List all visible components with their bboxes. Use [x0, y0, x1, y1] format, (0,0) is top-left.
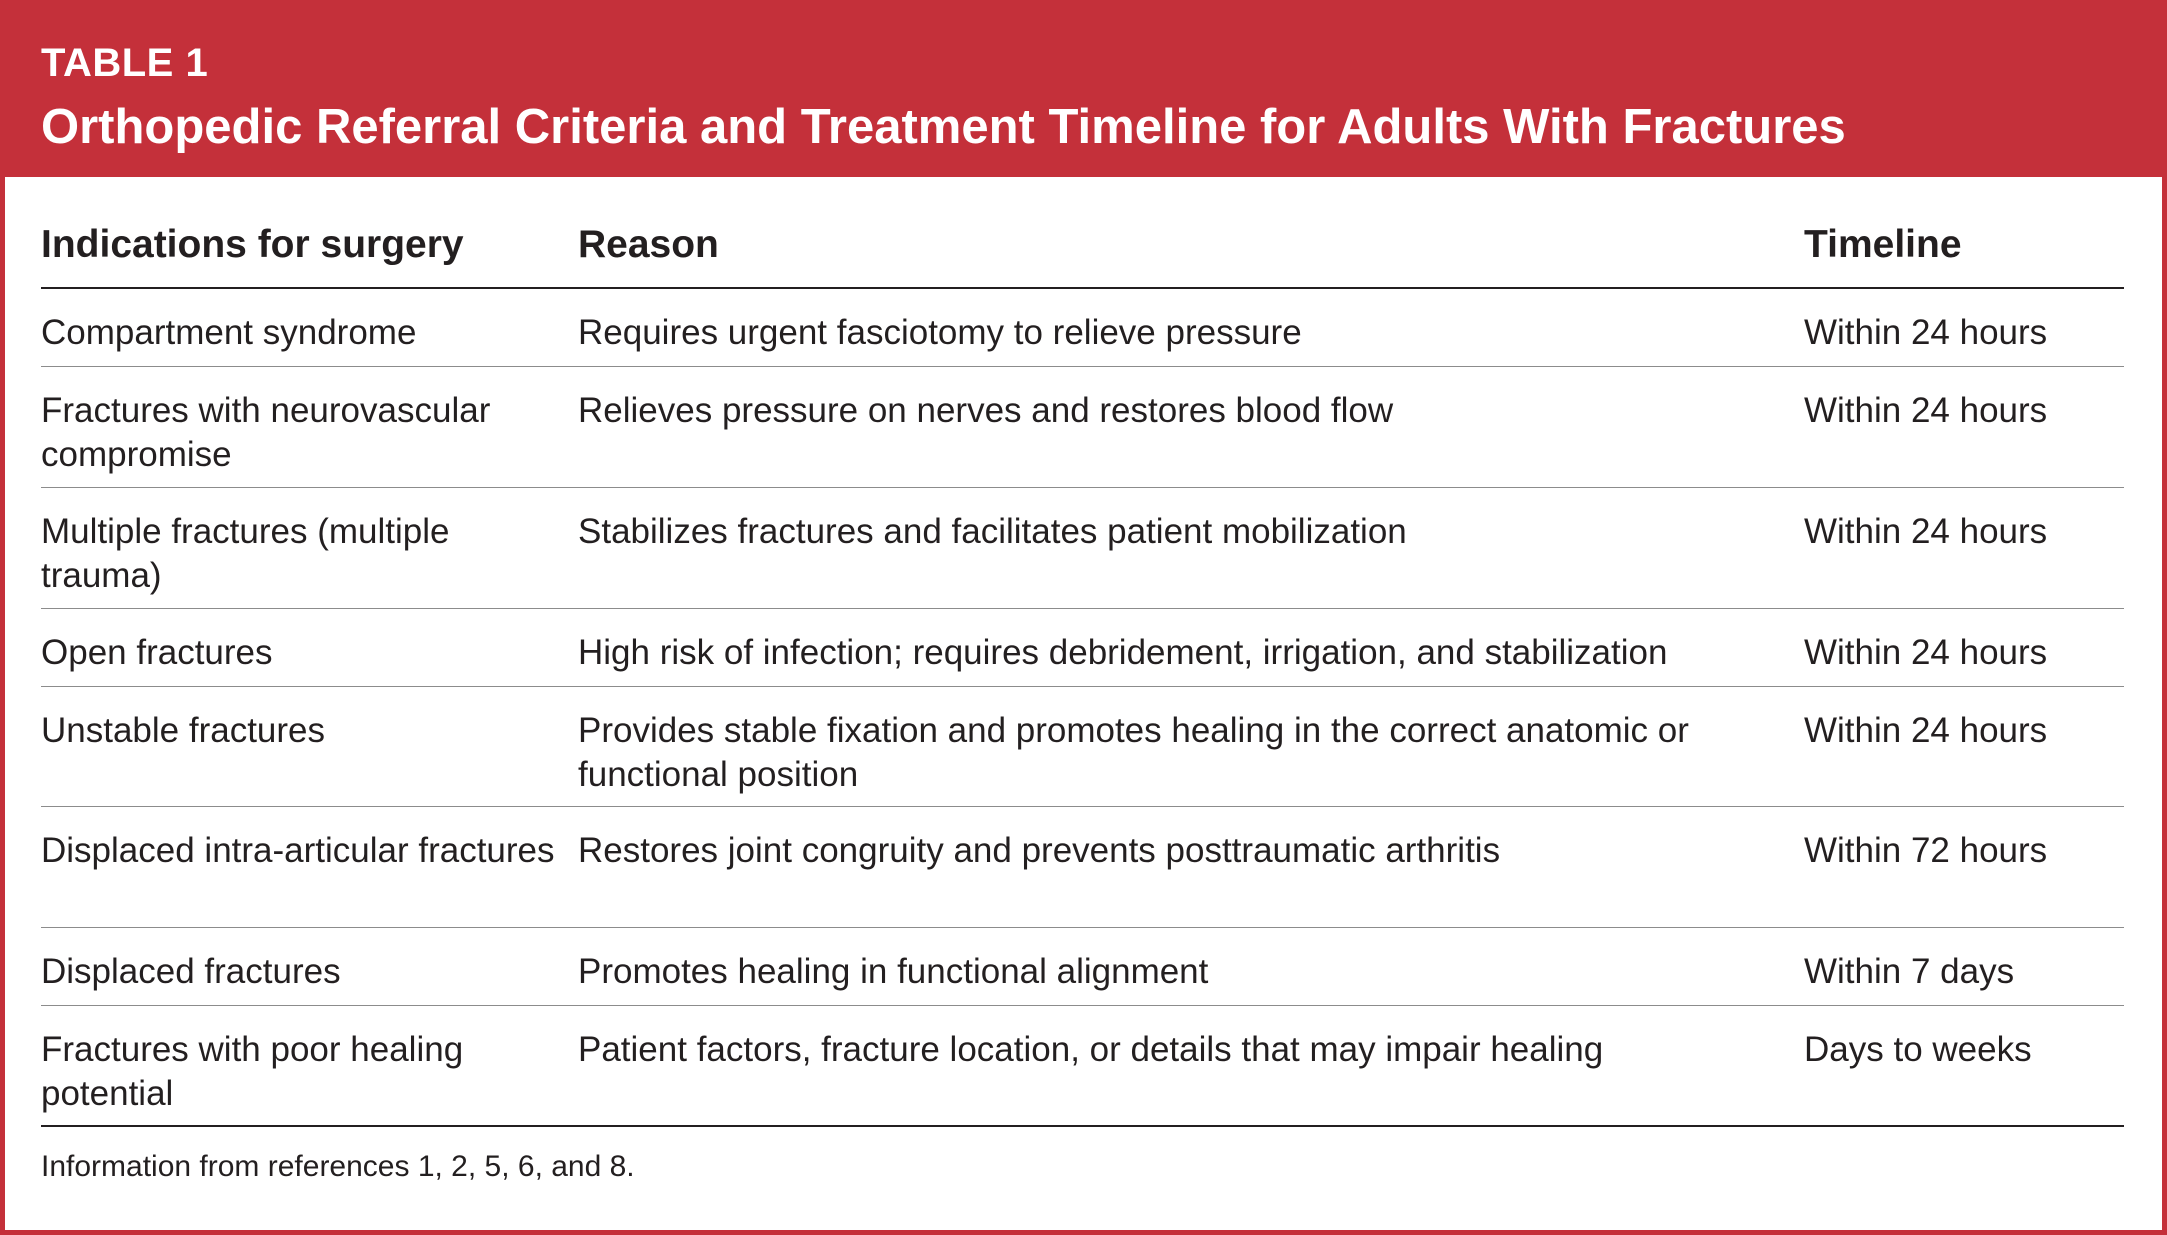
table-row: [41, 1006, 2124, 1127]
reason-cell: Provides stable fixation and promotes healing in the correct anatomic or functional position: [578, 711, 1689, 794]
table-number-label: TABLE 1: [41, 41, 209, 85]
reason-cell: High risk of infection; requires debridement, irrigation, and stabilization: [578, 633, 1668, 672]
reason-cell: Requires urgent fasciotomy to relieve pressure: [578, 313, 1302, 352]
timeline-cell: Within 7 days: [1804, 952, 2015, 991]
indication-cell: Fractures with poor healing potential: [41, 1030, 464, 1113]
table-row: [41, 807, 2124, 928]
reason-cell: Restores joint congruity and prevents posttraumatic arthritis: [578, 831, 1501, 870]
column-header-reason: Reason: [578, 223, 719, 266]
timeline-cell: Within 24 hours: [1804, 313, 2048, 352]
indication-cell: Open fractures: [41, 633, 273, 672]
table-row: [41, 289, 2124, 367]
column-header-indications: Indications for surgery: [41, 223, 464, 266]
table-row: [41, 687, 2124, 807]
table-title: Orthopedic Referral Criteria and Treatment Timeline for Adults With Fractures: [41, 100, 1846, 154]
indication-cell: Displaced fractures: [41, 952, 341, 991]
table-footnote: Information from references 1, 2, 5, 6, and 8.: [41, 1150, 635, 1183]
reason-cell: Relieves pressure on nerves and restores blood flow: [578, 391, 1394, 430]
table-footer: [41, 1127, 2124, 1187]
table-row: [41, 488, 2124, 609]
column-header-timeline: Timeline: [1804, 223, 1962, 266]
indication-cell: Unstable fractures: [41, 711, 326, 750]
timeline-cell: Within 24 hours: [1804, 711, 2048, 750]
timeline-cell: Within 24 hours: [1804, 512, 2048, 551]
table-column-headers: [41, 177, 2124, 289]
timeline-cell: Within 24 hours: [1804, 391, 2048, 430]
reason-cell: Stabilizes fractures and facilitates patient mobilization: [578, 512, 1407, 551]
timeline-cell: Within 72 hours: [1804, 831, 2048, 870]
indication-cell: Compartment syndrome: [41, 313, 417, 352]
table-row: [41, 928, 2124, 1006]
table-header-banner: [5, 5, 2162, 177]
indication-cell: Displaced intra-articular fractures: [41, 831, 555, 870]
indication-cell: Fractures with neurovascular compromise: [41, 391, 491, 474]
reason-cell: Patient factors, fracture location, or details that may impair healing: [578, 1030, 1604, 1069]
table-row: [41, 367, 2124, 488]
reason-cell: Promotes healing in functional alignment: [578, 952, 1209, 991]
timeline-cell: Days to weeks: [1804, 1030, 2032, 1069]
table-body: [41, 177, 2124, 1187]
indication-cell: Multiple fractures (multiple trauma): [41, 512, 450, 595]
timeline-cell: Within 24 hours: [1804, 633, 2048, 672]
table-row: [41, 609, 2124, 687]
